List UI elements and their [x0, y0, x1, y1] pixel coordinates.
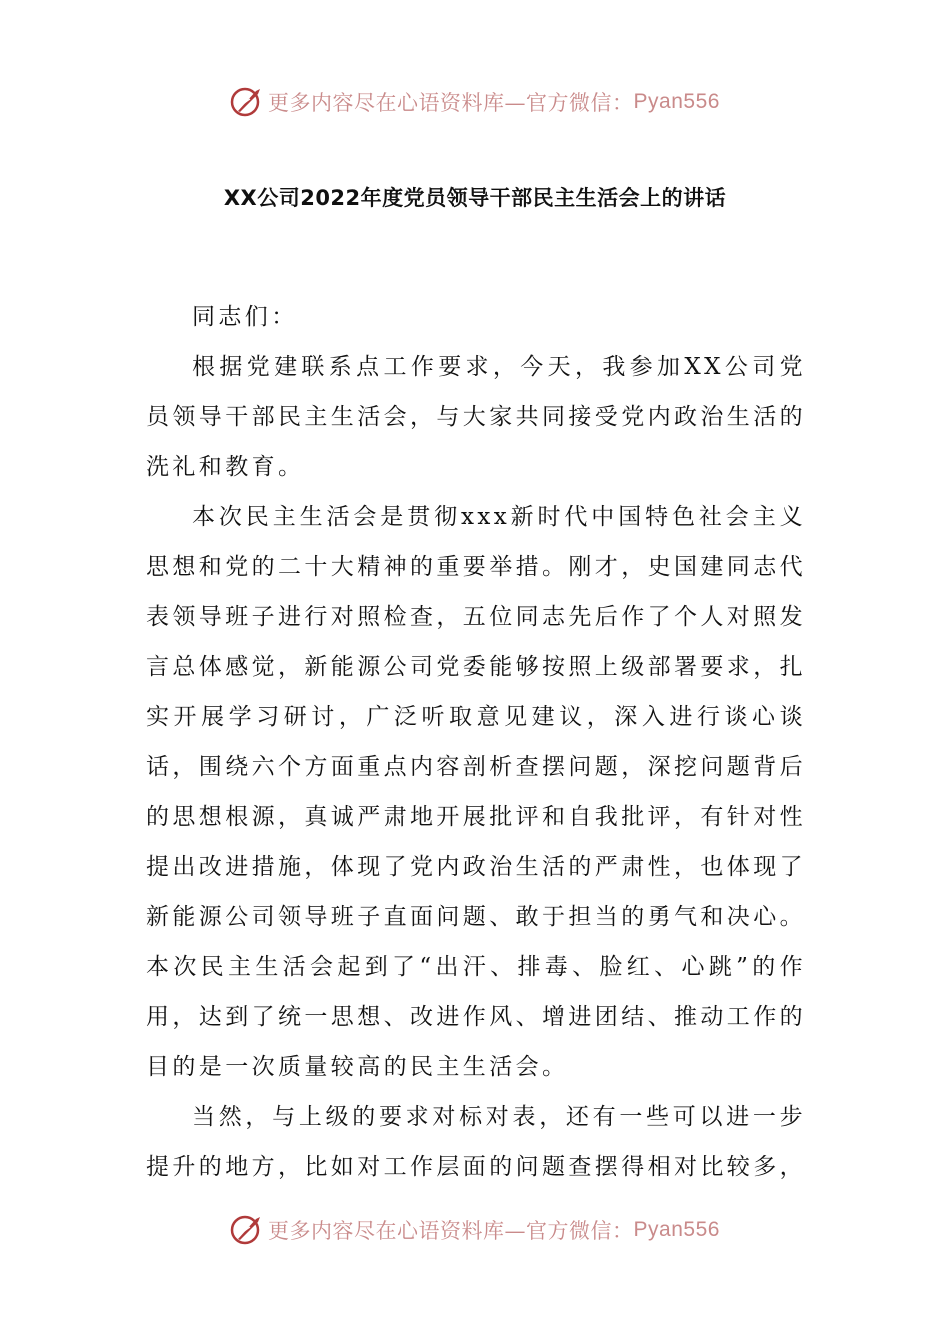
document-title: XX公司2022年度党员领导干部民主生活会上的讲话 [223, 186, 727, 210]
watermark-footer [0, 1210, 950, 1250]
paragraph-2: 本次民主生活会是贯彻xxx新时代中国特色社会主义思想和党的二十大精神的重要举措。刚才，史国建同志代表领导班子进行对照检查，五位同志先后作了个人对照发言总体感觉，新能源公司党委能够按照上级部署要求，扎实开展学习研讨，广泛听取意见建议，深入进行谈心谈话，围绕六个方面重点内容剖析查摆问题，深挖问题背后的思想根源，真诚严肃地开展批评和自我批评，有针对性提出改进措施，体现了党内政治生活的严肃性，也体现了新能源公司领导班子直面问题、敢于担当的勇气和决心。本次民主生活会起到了“出汗、排毒、脸红、心跳”的作用，达到了统一思想、改进作风、增进团结、推动工作的目的是一次质量较高的民主生活会。 [146, 504, 806, 1080]
watermark-header [0, 82, 950, 122]
watermark-text: 更多内容尽在心语资料库—官方微信： [268, 1219, 634, 1243]
salutation: 同志们： [192, 304, 298, 330]
watermark-wechat-id: Pyan556 [633, 90, 720, 113]
quill-pen-logo-icon [230, 1213, 264, 1247]
document-body [146, 292, 806, 1192]
paragraph-1: 根据党建联系点工作要求，今天，我参加XX公司党员领导干部民主生活会，与大家共同接受党内政治生活的洗礼和教育。 [146, 354, 806, 480]
quill-pen-logo-icon [230, 85, 264, 119]
paragraph-3: 当然，与上级的要求对标对表，还有一些可以进一步提升的地方，比如对工作层面的问题查摆得相对比较多， [146, 1104, 806, 1180]
watermark-text: 更多内容尽在心语资料库—官方微信： [268, 91, 634, 115]
watermark-wechat-id: Pyan556 [633, 1218, 720, 1241]
